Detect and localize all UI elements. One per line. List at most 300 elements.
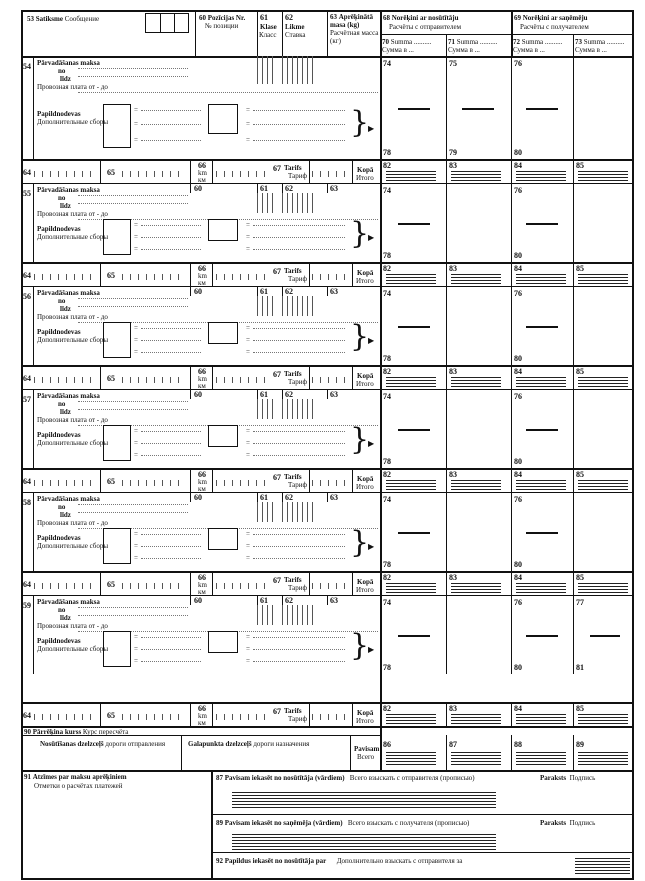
pos-63: 63 — [330, 287, 338, 296]
sign-89: Paraksts Подпись — [540, 819, 596, 827]
field-65-cells[interactable] — [122, 577, 186, 589]
carriage-lidz: līdz — [60, 511, 71, 519]
eq-sign: = — [134, 542, 138, 550]
field-91-ru: Отметки о расчётах платежей — [34, 782, 123, 790]
cell-84: 84 — [514, 264, 522, 273]
cell-80: 80 — [514, 663, 522, 672]
field-66-km-ru: км — [198, 485, 206, 493]
cell-84: 84 — [514, 573, 522, 582]
field-66: 66 — [198, 704, 206, 713]
field-67-lv: Tarifs — [284, 707, 302, 715]
field-67-lv: Tarifs — [284, 370, 302, 378]
eq-sign: = — [246, 221, 250, 229]
cell-84: 84 — [514, 704, 522, 713]
cell-83: 83 — [449, 573, 457, 582]
field-92: 92 Papildus iekasēt no nosūtītāja par Дополнительно взыскать с отправителя за — [216, 857, 463, 865]
cell-80: 80 — [514, 354, 522, 363]
field-91: 91 Atzīmes par maksu aprēķiniem — [24, 773, 127, 781]
eq-sign: = — [246, 245, 250, 253]
dispatch-railway: Nosūtīšanas dzelzceļš дороги отправления — [40, 740, 166, 748]
field-66: 66 — [198, 264, 206, 273]
cell-83: 83 — [449, 264, 457, 273]
field-64-cells[interactable] — [34, 577, 98, 589]
extra-lv: Papildnodevas — [37, 110, 81, 118]
extra-lv: Papildnodevas — [37, 637, 81, 645]
cell-89: 89 — [576, 740, 584, 749]
extra-ru: Дополнительные сборы — [37, 645, 109, 653]
cell-82: 82 — [383, 704, 391, 713]
carriage-lidz: līdz — [60, 614, 71, 622]
eq-sign: = — [134, 645, 138, 653]
total-ru: Итого — [356, 380, 374, 388]
cell-80: 80 — [514, 457, 522, 466]
field-67-lv: Tarifs — [284, 576, 302, 584]
field-64-cells[interactable] — [34, 708, 98, 720]
cell-84: 84 — [514, 470, 522, 479]
cell-80: 80 — [514, 251, 522, 260]
field-89-words: 89 Pavisam iekasēt no saņēmēja (vārdiem) Всего взыскать с получателя (прописью) — [216, 819, 470, 827]
field-65-cells[interactable] — [122, 708, 186, 720]
grand-total-ru: Всего — [357, 753, 375, 761]
eq-sign: = — [246, 233, 250, 241]
additional-charges[interactable] — [575, 858, 630, 875]
extra-code-box[interactable] — [103, 528, 131, 564]
extra-ru: Дополнительные сборы — [37, 439, 109, 447]
field-62-ru: Ставка — [285, 31, 306, 39]
cell-88: 88 — [514, 740, 522, 749]
carriage-lv: Pārvadāšanas maksa — [37, 289, 100, 297]
cell-78: 78 — [383, 354, 391, 363]
tariff-cells[interactable] — [312, 371, 346, 383]
traffic-code-box[interactable] — [145, 13, 189, 33]
cell-78: 78 — [383, 663, 391, 672]
cell-75: 75 — [449, 59, 457, 68]
carriage-no: no — [58, 606, 66, 614]
field-70: 70 Summa .......... — [382, 38, 432, 46]
carriage-no: no — [58, 297, 66, 305]
extra-lv: Papildnodevas — [37, 328, 81, 336]
field-61-lv: Klase — [260, 23, 277, 31]
field-63: 63 Aprēķinātā masa (kg) Расчётная масса (кг) — [330, 13, 379, 45]
field-67-ru: Тариф — [288, 172, 307, 180]
pos-61: 61 — [260, 493, 268, 502]
cell-74: 74 — [383, 59, 391, 68]
field-67-ru: Тариф — [288, 275, 307, 283]
field-87-words: 87 Pavisam iekasēt no nosūtītāja (vārdiem) Всего взыскать с отправителя (прописью) — [216, 774, 475, 782]
field-61-ru: Класс — [259, 31, 277, 39]
field-66-km-ru: км — [198, 719, 206, 727]
extra-code-box[interactable] — [103, 322, 131, 358]
carriage-no: no — [58, 67, 66, 75]
pos-62: 62 — [285, 596, 293, 605]
total-ru: Итого — [356, 586, 374, 594]
field-67: 67 — [273, 164, 281, 173]
field-66-km: km — [198, 375, 207, 383]
carriage-no: no — [58, 194, 66, 202]
cell-78: 78 — [383, 560, 391, 569]
total-lv: Kopā — [357, 578, 374, 586]
eq-sign: = — [134, 324, 138, 332]
carriage-ru: Провозная плата от - до — [37, 210, 108, 218]
arrow-right-icon: ▶ — [368, 124, 375, 133]
extra-lv: Papildnodevas — [37, 534, 81, 542]
total-lv: Kopā — [357, 269, 374, 277]
eq-sign: = — [246, 324, 250, 332]
extra-code-box[interactable] — [103, 219, 131, 255]
field-71-ru: Сумма в ... — [448, 46, 480, 54]
field-66-km: km — [198, 169, 207, 177]
cell-74: 74 — [383, 289, 391, 298]
field-65-cells[interactable] — [122, 165, 186, 177]
eq-sign: = — [246, 645, 250, 653]
carriage-lv: Pārvadāšanas maksa — [37, 186, 100, 194]
field-64: 64 — [23, 168, 31, 177]
cell-82: 82 — [383, 367, 391, 376]
cell-84: 84 — [514, 367, 522, 376]
eq-sign: = — [134, 233, 138, 241]
grand-total-lv: Pavisam — [354, 745, 380, 753]
eq-sign: = — [246, 106, 250, 114]
field-64: 64 — [23, 374, 31, 383]
field-60-ru: № позиции — [205, 22, 239, 30]
field-61: 61 — [260, 13, 268, 22]
eq-sign: = — [246, 530, 250, 538]
total-lv: Kopā — [357, 166, 374, 174]
pos-62: 62 — [285, 493, 293, 502]
cell-82: 82 — [383, 161, 391, 170]
extra-ru: Дополнительные сборы — [37, 233, 109, 241]
extra-amount-box[interactable] — [208, 528, 238, 550]
field-66-km: km — [198, 272, 207, 280]
eq-sign: = — [134, 136, 138, 144]
pos-60: 60 — [194, 390, 202, 399]
field-64-cells[interactable] — [34, 371, 98, 383]
field-66-cells[interactable] — [216, 577, 266, 589]
cell-81: 81 — [576, 663, 584, 672]
field-65: 65 — [107, 374, 115, 383]
field-65-cells[interactable] — [122, 371, 186, 383]
carriage-ru: Провозная плата от - до — [37, 622, 108, 630]
tariff-cells[interactable] — [312, 577, 346, 589]
total-lv: Kopā — [357, 709, 374, 717]
field-60: 60 Pozīcijas Nr. — [199, 14, 246, 22]
eq-sign: = — [134, 336, 138, 344]
field-64: 64 — [23, 580, 31, 589]
carriage-ru: Провозная плата от - до — [37, 416, 108, 424]
field-62-lv: Likme — [285, 23, 305, 31]
tariff-cells[interactable] — [312, 268, 346, 280]
pos-60: 60 — [194, 184, 202, 193]
field-67: 67 — [273, 473, 281, 482]
cell-74: 74 — [383, 495, 391, 504]
field-66-km-ru: км — [198, 279, 206, 287]
eq-sign: = — [134, 106, 138, 114]
arrow-right-icon: ▶ — [368, 645, 375, 654]
field-90: 90 Pārrēķina kurss Курс пересчёта — [24, 728, 129, 736]
extra-amount-box[interactable] — [208, 104, 238, 134]
eq-sign: = — [246, 336, 250, 344]
pos-62: 62 — [285, 184, 293, 193]
cell-74: 74 — [383, 598, 391, 607]
total-lv: Kopā — [357, 475, 374, 483]
field-66-cells[interactable] — [216, 165, 266, 177]
field-67-ru: Тариф — [288, 584, 307, 592]
field-67-lv: Tarifs — [284, 473, 302, 481]
field-65: 65 — [107, 580, 115, 589]
field-64: 64 — [23, 711, 31, 720]
eq-sign: = — [246, 451, 250, 459]
field-73: 73 Summa .......... — [575, 38, 625, 46]
field-53: 53 Satiksme Сообщение — [27, 15, 100, 23]
field-65: 65 — [107, 477, 115, 486]
eq-sign: = — [246, 120, 250, 128]
field-66-cells[interactable] — [216, 268, 266, 280]
pos-63: 63 — [330, 493, 338, 502]
brace-icon: } — [350, 628, 370, 663]
section-number: 59 — [23, 601, 31, 610]
field-65: 65 — [107, 271, 115, 280]
eq-sign: = — [134, 348, 138, 356]
sign-87: Paraksts Подпись — [540, 774, 596, 782]
field-64-cells[interactable] — [34, 474, 98, 486]
arrow-right-icon: ▶ — [368, 439, 375, 448]
eq-sign: = — [246, 136, 250, 144]
cell-78: 78 — [383, 457, 391, 466]
cell-84: 84 — [514, 161, 522, 170]
pos-63: 63 — [330, 390, 338, 399]
cell-76: 76 — [514, 59, 522, 68]
pos-60: 60 — [194, 287, 202, 296]
carriage-lv: Pārvadāšanas maksa — [37, 598, 100, 606]
field-69-ru: Расчёты с получателем — [520, 23, 589, 31]
field-66-km-ru: км — [198, 382, 206, 390]
eq-sign: = — [134, 427, 138, 435]
cell-87: 87 — [449, 740, 457, 749]
field-64-cells[interactable] — [34, 268, 98, 280]
carriage-lidz: līdz — [60, 408, 71, 416]
carriage-lv: Pārvadāšanas maksa — [37, 495, 100, 503]
carriage-lidz: līdz — [60, 75, 71, 83]
field-66-cells[interactable] — [216, 474, 266, 486]
eq-sign: = — [134, 633, 138, 641]
pos-60: 60 — [194, 596, 202, 605]
tariff-cells[interactable] — [312, 165, 346, 177]
field-66: 66 — [198, 470, 206, 479]
eq-sign: = — [134, 221, 138, 229]
field-62: 62 — [285, 13, 293, 22]
field-66: 66 — [198, 367, 206, 376]
cell-83: 83 — [449, 367, 457, 376]
pos-61: 61 — [260, 287, 268, 296]
eq-sign: = — [134, 657, 138, 665]
brace-icon: } — [350, 422, 370, 457]
eq-sign: = — [246, 542, 250, 550]
carriage-ru: Провозная плата от - до — [37, 313, 108, 321]
cell-86: 86 — [383, 740, 391, 749]
carriage-ru: Провозная плата от - до — [37, 519, 108, 527]
amount-words-receiver[interactable] — [232, 834, 496, 851]
cell-85: 85 — [576, 470, 584, 479]
field-66-km: km — [198, 581, 207, 589]
cell-85: 85 — [576, 704, 584, 713]
pos-63: 63 — [330, 184, 338, 193]
carriage-no: no — [58, 503, 66, 511]
pos-63: 63 — [330, 596, 338, 605]
brace-icon: } — [350, 319, 370, 354]
extra-amount-box[interactable] — [208, 219, 238, 241]
field-67: 67 — [273, 707, 281, 716]
field-66-km: km — [198, 478, 207, 486]
cell-76: 76 — [514, 392, 522, 401]
brace-icon: } — [350, 216, 370, 251]
field-72-ru: Сумма в ... — [513, 46, 545, 54]
extra-ru: Дополнительные сборы — [37, 542, 109, 550]
field-66-cells[interactable] — [216, 708, 266, 720]
field-65-cells[interactable] — [122, 268, 186, 280]
field-67-lv: Tarifs — [284, 164, 302, 172]
field-67: 67 — [273, 370, 281, 379]
tariff-cells[interactable] — [312, 474, 346, 486]
carriage-lidz: līdz — [60, 202, 71, 210]
field-67-ru: Тариф — [288, 481, 307, 489]
arrow-right-icon: ▶ — [368, 336, 375, 345]
cell-85: 85 — [576, 264, 584, 273]
field-65-cells[interactable] — [122, 474, 186, 486]
pos-62: 62 — [285, 390, 293, 399]
extra-ru: Дополнительные сборы — [37, 336, 109, 344]
pos-61: 61 — [260, 390, 268, 399]
total-lv: Kopā — [357, 372, 374, 380]
pos-60: 60 — [194, 493, 202, 502]
extra-lv: Papildnodevas — [37, 225, 81, 233]
cell-83: 83 — [449, 470, 457, 479]
field-66-km-ru: км — [198, 588, 206, 596]
field-68-ru: Расчёты с отправителем — [389, 23, 462, 31]
field-70-ru: Сумма в ... — [382, 46, 414, 54]
eq-sign: = — [134, 120, 138, 128]
pos-61: 61 — [260, 596, 268, 605]
cell-74: 74 — [383, 186, 391, 195]
eq-sign: = — [134, 439, 138, 447]
cell-78: 78 — [383, 251, 391, 260]
carriage-no: no — [58, 400, 66, 408]
section-number: 54 — [23, 62, 31, 71]
field-67: 67 — [273, 267, 281, 276]
field-67-ru: Тариф — [288, 378, 307, 386]
total-ru: Итого — [356, 174, 374, 182]
eq-sign: = — [134, 554, 138, 562]
extra-lv: Papildnodevas — [37, 431, 81, 439]
eq-sign: = — [246, 554, 250, 562]
field-64-cells[interactable] — [34, 165, 98, 177]
field-67-ru: Тариф — [288, 715, 307, 723]
eq-sign: = — [134, 245, 138, 253]
cell-82: 82 — [383, 264, 391, 273]
pos-62: 62 — [285, 287, 293, 296]
cell-80: 80 — [514, 560, 522, 569]
field-65: 65 — [107, 711, 115, 720]
field-66-km-ru: км — [198, 176, 206, 184]
destination-railway: Galapunkta dzelzceļš дороги назначения — [188, 740, 310, 748]
eq-sign: = — [246, 633, 250, 641]
eq-sign: = — [246, 348, 250, 356]
eq-sign: = — [246, 657, 250, 665]
field-72: 72 Summa .......... — [513, 38, 563, 46]
section-number: 55 — [23, 189, 31, 198]
extra-amount-box[interactable] — [208, 322, 238, 344]
cell-85: 85 — [576, 367, 584, 376]
cell-76: 76 — [514, 289, 522, 298]
total-ru: Итого — [356, 483, 374, 491]
field-69: 69 Norēķini ar saņēmēju — [514, 14, 588, 22]
eq-sign: = — [246, 439, 250, 447]
field-67-lv: Tarifs — [284, 267, 302, 275]
eq-sign: = — [134, 530, 138, 538]
section-number: 56 — [23, 292, 31, 301]
arrow-right-icon: ▶ — [368, 542, 375, 551]
field-65: 65 — [107, 168, 115, 177]
field-64: 64 — [23, 271, 31, 280]
field-64: 64 — [23, 477, 31, 486]
cell-76: 76 — [514, 495, 522, 504]
eq-sign: = — [134, 451, 138, 459]
cell-82: 82 — [383, 470, 391, 479]
tariff-cells[interactable] — [312, 708, 346, 720]
cell-83: 83 — [449, 704, 457, 713]
field-73-ru: Сумма в ... — [575, 46, 607, 54]
cell-78: 78 — [383, 148, 391, 157]
field-71: 71 Summa .......... — [448, 38, 498, 46]
cell-85: 85 — [576, 573, 584, 582]
cell-80: 80 — [514, 148, 522, 157]
cell-82: 82 — [383, 573, 391, 582]
section-number: 58 — [23, 498, 31, 507]
cell-76: 76 — [514, 598, 522, 607]
eq-sign: = — [246, 427, 250, 435]
section-number: 57 — [23, 395, 31, 404]
cell-77: 77 — [576, 598, 584, 607]
cell-74: 74 — [383, 392, 391, 401]
extra-code-box[interactable] — [103, 104, 131, 148]
carriage-lv: Pārvadāšanas maksa — [37, 59, 100, 67]
cell-83: 83 — [449, 161, 457, 170]
extra-code-box[interactable] — [103, 425, 131, 461]
brace-icon: } — [350, 525, 370, 560]
extra-amount-box[interactable] — [208, 425, 238, 447]
total-ru: Итого — [356, 717, 374, 725]
field-66-cells[interactable] — [216, 371, 266, 383]
field-68: 68 Norēķini ar nosūtītāju — [383, 14, 459, 22]
extra-code-box[interactable] — [103, 631, 131, 667]
cell-76: 76 — [514, 186, 522, 195]
carriage-lidz: līdz — [60, 305, 71, 313]
cell-79: 79 — [449, 148, 457, 157]
field-67: 67 — [273, 576, 281, 585]
header-bottom-line — [21, 56, 634, 58]
cell-85: 85 — [576, 161, 584, 170]
brace-icon: } — [350, 105, 370, 140]
field-66: 66 — [198, 573, 206, 582]
field-66: 66 — [198, 161, 206, 170]
extra-amount-box[interactable] — [208, 631, 238, 653]
pos-61: 61 — [260, 184, 268, 193]
field-66-km: km — [198, 712, 207, 720]
arrow-right-icon: ▶ — [368, 233, 375, 242]
carriage-ru: Провозная плата от - до — [37, 83, 108, 91]
carriage-lv: Pārvadāšanas maksa — [37, 392, 100, 400]
total-ru: Итого — [356, 277, 374, 285]
amount-words-sender[interactable] — [232, 792, 496, 809]
